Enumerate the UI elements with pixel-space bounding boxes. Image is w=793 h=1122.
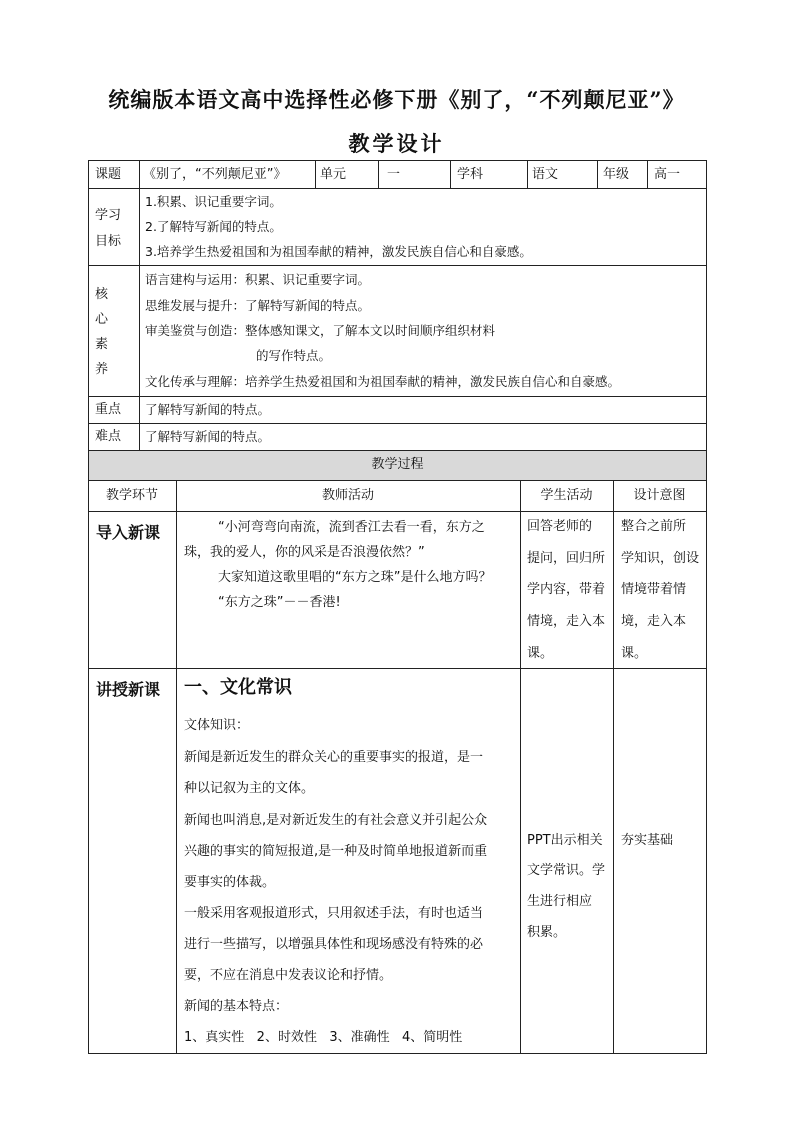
topic-label: 课题 xyxy=(95,167,122,182)
student-line: 学内容，带着 xyxy=(527,582,606,597)
design-line: 情境带着情 xyxy=(621,582,687,597)
subject-label: 学科 xyxy=(457,167,484,182)
core-item: 语言建构与运用：积累、识记重要字词。 xyxy=(145,272,371,287)
core-item: 的写作特点。 xyxy=(256,348,332,363)
grade-value: 高一 xyxy=(654,167,681,182)
document-subtitle: 教学设计 xyxy=(348,131,445,156)
column-header-student: 学生活动 xyxy=(540,488,593,503)
section-title: 一、文化常识 xyxy=(184,677,292,698)
core-label-char: 心 xyxy=(95,312,109,327)
column-header-stage: 教学环节 xyxy=(105,488,158,503)
teacher-line: 大家知道这歌里唱的“东方之珠”是什么地方吗？ xyxy=(218,570,492,585)
teacher-line: 文体知识： xyxy=(184,718,250,733)
core-item: 思维发展与提升：了解特写新闻的特点。 xyxy=(145,298,371,313)
difficult-point-label: 难点 xyxy=(95,429,122,444)
core-label-char: 养 xyxy=(95,362,109,377)
student-line: PPT出示相关 xyxy=(527,833,603,848)
core-label-char: 素 xyxy=(95,337,109,352)
teacher-line: 要，不应在消息中发表议论和抒情。 xyxy=(184,968,393,983)
goal-item: 3.培养学生热爱祖国和为祖国奉献的精神，激发民族自信心和自豪感。 xyxy=(145,244,532,259)
stage-intro: 导入新课 xyxy=(96,523,161,542)
teacher-line: “小河弯弯向南流，流到香江去看一看，东方之 xyxy=(218,520,485,535)
grade-label: 年级 xyxy=(603,167,630,182)
design-line: 整合之前所 xyxy=(621,519,687,534)
teacher-line: 新闻也叫消息,是对新近发生的有社会意义并引起公众 xyxy=(184,813,488,828)
student-line: 课。 xyxy=(527,646,554,661)
teacher-line: “东方之珠”－－香港! xyxy=(218,595,341,610)
core-item: 文化传承与理解：培养学生热爱祖国和为祖国奉献的精神，激发民族自信心和自豪感。 xyxy=(145,374,621,389)
design-line: 夯实基础 xyxy=(621,833,674,848)
column-header-teacher: 教师活动 xyxy=(321,488,374,503)
teacher-line: 新闻的基本特点： xyxy=(184,999,289,1014)
goal-item: 1.积累、识记重要字词。 xyxy=(145,194,282,209)
teacher-line: 一般采用客观报道形式，只用叙述手法，有时也适当 xyxy=(184,906,484,921)
goals-label: 目标 xyxy=(95,234,122,249)
document-title: 统编版本语文高中选择性必修下册《别了，“不列颠尼亚”》 xyxy=(108,87,685,112)
unit-value: 一 xyxy=(387,167,401,182)
goals-label: 学习 xyxy=(95,208,122,223)
teacher-line: 珠，我的爱人，你的风采是否浪漫依然？” xyxy=(184,545,425,560)
column-header-design: 设计意图 xyxy=(633,488,686,503)
teacher-line: 新闻是新近发生的群众关心的重要事实的报道，是一 xyxy=(184,750,484,765)
student-line: 提问，回归所 xyxy=(527,551,606,566)
core-item: 审美鉴赏与创造：整体感知课文，了解本文以时间顺序组织材料 xyxy=(145,323,496,338)
design-line: 学知识，创设 xyxy=(621,551,700,566)
key-point-label: 重点 xyxy=(95,402,122,417)
student-line: 回答老师的 xyxy=(527,519,593,534)
subject-value: 语文 xyxy=(532,167,559,182)
key-point-value: 了解特写新闻的特点。 xyxy=(145,402,271,417)
student-line: 生进行相应 xyxy=(527,894,593,909)
topic-value: 《别了，“不列颠尼亚”》 xyxy=(143,167,287,182)
student-line: 积累。 xyxy=(527,925,567,940)
goal-item: 2.了解特写新闻的特点。 xyxy=(145,219,282,234)
teacher-line: 进行一些描写，以增强具体性和现场感没有特殊的必 xyxy=(184,937,484,952)
core-label-char: 核 xyxy=(95,287,109,302)
teacher-line: 兴趣的事实的简短报道,是一种及时简单地报道新而重 xyxy=(184,844,488,859)
teacher-line: 种以记叙为主的文体。 xyxy=(184,781,315,796)
stage-lecture: 讲授新课 xyxy=(96,680,161,699)
student-line: 文学常识。学 xyxy=(527,863,606,878)
unit-label: 单元 xyxy=(320,167,347,182)
difficult-point-value: 了解特写新闻的特点。 xyxy=(145,429,271,444)
design-line: 课。 xyxy=(621,646,648,661)
process-header: 教学过程 xyxy=(371,457,424,472)
design-line: 境，走入本 xyxy=(621,614,687,629)
student-line: 情境，走入本 xyxy=(527,614,606,629)
teacher-line: 要事实的体裁。 xyxy=(184,875,276,890)
teacher-line: 1、真实性 2、时效性 3、准确性 4、简明性 xyxy=(184,1030,463,1045)
